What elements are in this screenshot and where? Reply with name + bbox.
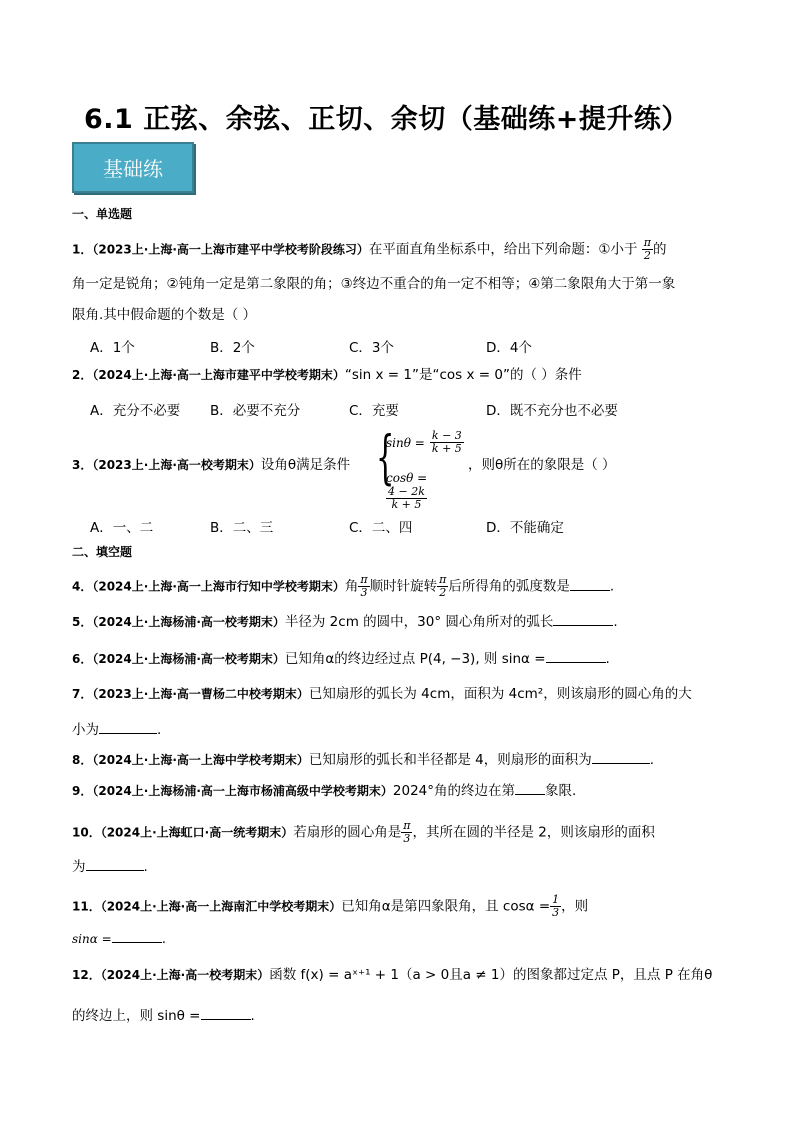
- option-b: B．必要不充分: [210, 403, 301, 419]
- fraction-denominator: 3: [552, 906, 560, 920]
- question-source: （2024上·上海杨浦·高一校考期末）: [92, 615, 285, 629]
- option-c: C．3个: [349, 340, 395, 356]
- question-source: （2023上·上海·高一校考期末）: [92, 458, 261, 472]
- question-text: 为: [72, 859, 86, 875]
- question-text: 顺时针旋转: [369, 578, 438, 595]
- fraction: [358, 574, 369, 599]
- question-end: .: [649, 752, 655, 768]
- question-end: .: [250, 1008, 255, 1024]
- fraction: [401, 820, 412, 845]
- section-heading-single-choice: 一、单选题: [72, 207, 133, 221]
- answer-blank[interactable]: [86, 858, 144, 871]
- question-end: .: [605, 651, 610, 667]
- question-number: 8．: [72, 753, 93, 767]
- fraction-numerator: π: [439, 573, 447, 586]
- option-a: A．充分不必要: [90, 403, 181, 419]
- equation-lhs: cosθ =: [386, 471, 428, 485]
- question-source: （2024上·上海杨浦·高一上海市杨浦高级中学校考期末）: [92, 784, 393, 798]
- question-text: 设角θ满足条件: [260, 457, 351, 473]
- brace-symbol: {: [376, 423, 395, 491]
- question-2: [72, 369, 582, 383]
- question-12: [72, 969, 712, 983]
- question-text: ，则: [561, 898, 589, 915]
- fraction-denominator: 3: [360, 586, 368, 600]
- question-text: 已知角α的终边经过点 P(4, −3), 则 sinα =: [284, 651, 546, 667]
- question-text: 已知角α是第四象限角，且 cosα =: [341, 898, 551, 915]
- question-end: .: [157, 722, 162, 738]
- fraction: [430, 430, 464, 455]
- question-end: .: [143, 859, 148, 875]
- question-text: 已知扇形的弧长和半径都是 4，则扇形的面积为: [308, 752, 592, 768]
- question-text: 后所得角的弧度数是: [448, 578, 570, 595]
- question-10: [72, 820, 655, 845]
- fraction: [437, 574, 448, 599]
- question-7-line-2: [72, 718, 161, 738]
- question-6: [72, 650, 610, 667]
- answer-blank[interactable]: [99, 721, 157, 734]
- fraction: [550, 894, 561, 919]
- question-text: 角: [344, 578, 359, 595]
- question-source: （2024上·上海·高一上海市行知中学校考期末）: [92, 579, 345, 594]
- question-end: .: [161, 931, 166, 947]
- fraction-numerator: k − 3: [431, 429, 462, 442]
- answer-blank[interactable]: [553, 613, 613, 626]
- equation-lhs: sinθ =: [386, 436, 425, 451]
- fraction-numerator: 1: [552, 893, 560, 906]
- question-1-line-3: 限角.其中假命题的个数是（ ）: [72, 307, 257, 323]
- option-a: A．1个: [90, 340, 135, 356]
- question-1: [72, 237, 667, 262]
- question-text: sinα =: [72, 932, 112, 946]
- fraction-numerator: π: [360, 573, 368, 586]
- question-number: 9．: [72, 784, 93, 798]
- equation-sin: [386, 430, 464, 455]
- question-source: （2024上·上海·高一校考期末）: [100, 968, 270, 982]
- equation-cos: [386, 467, 466, 511]
- question-number: 1．: [72, 242, 93, 257]
- section-badge: 基础练: [72, 142, 194, 193]
- question-number: 4．: [72, 579, 93, 594]
- option-d: D．4个: [486, 340, 532, 356]
- question-text: 半径为 2cm 的圆中，30° 圆心角所对的弧长: [284, 614, 554, 630]
- section-heading-fill-blank: 二、填空题: [72, 545, 133, 559]
- question-text: “sin x = 1”是“cos x = 0”的（ ）条件: [344, 367, 582, 383]
- fraction-denominator: k + 5: [431, 442, 462, 456]
- answer-blank[interactable]: [201, 1007, 251, 1020]
- question-text: 在平面直角坐标系中，给出下列命题：①小于: [368, 241, 638, 258]
- answer-blank[interactable]: [546, 650, 606, 663]
- page-title: 6.1 正弦、余弦、正切、余切（基础练+提升练）: [84, 104, 689, 135]
- question-7: [72, 688, 692, 702]
- question-text: ，其所在圆的半径是 2，则该扇形的面积: [412, 824, 655, 841]
- option-c: C．二、四: [349, 520, 413, 536]
- option-d: D．不能确定: [486, 520, 564, 536]
- question-10-line-2: [72, 855, 148, 875]
- question-number: 12．: [72, 968, 101, 982]
- question-source: （2024上·上海·高一上海市建平中学校考期末）: [92, 368, 345, 382]
- question-text: 小为: [72, 722, 99, 738]
- question-number: 5．: [72, 615, 93, 629]
- question-source: （2023上·上海·高一上海市建平中学校考阶段练习）: [92, 242, 369, 257]
- question-4: [72, 574, 614, 599]
- option-b: B．二、三: [210, 520, 274, 536]
- question-number: 3．: [72, 458, 93, 472]
- fraction-denominator: 2: [439, 586, 447, 600]
- question-3-tail: ，则θ所在的象限是（ ）: [468, 457, 616, 473]
- question-number: 2．: [72, 368, 93, 382]
- question-3: [72, 459, 350, 473]
- question-text: 的: [653, 241, 667, 258]
- question-8: [72, 751, 654, 768]
- question-source: （2024上·上海·高一上海南汇中学校考期末）: [100, 899, 342, 914]
- question-text: 已知扇形的弧长为 4cm，面积为 4cm²，则该扇形的圆心角的大: [308, 686, 692, 702]
- question-text: 2024°角的终边在第: [392, 783, 515, 799]
- question-1-line-2: 角一定是锐角；②钝角一定是第二象限的角；③终边不重合的角一定不相等；④第二象限角大于第一象: [72, 276, 676, 292]
- answer-blank[interactable]: [570, 578, 610, 591]
- fraction-numerator: 4 − 2k: [388, 485, 425, 498]
- question-source: （2023上·上海·高一曹杨二中校考期末）: [92, 687, 309, 701]
- question-number: 6．: [72, 652, 93, 666]
- option-c: C．充要: [349, 403, 399, 419]
- fraction-denominator: k + 5: [391, 498, 422, 512]
- option-d: D．既不充分也不必要: [486, 403, 618, 419]
- question-number: 10．: [72, 825, 101, 840]
- fraction: [642, 237, 653, 262]
- option-a: A．一、二: [90, 520, 154, 536]
- question-5: [72, 613, 618, 630]
- question-end: .: [613, 614, 618, 630]
- question-text: 象限.: [545, 783, 577, 799]
- question-9: [72, 782, 576, 799]
- fraction: [386, 486, 427, 511]
- equation-system: [376, 423, 466, 512]
- fraction-numerator: π: [643, 236, 652, 249]
- question-source: （2024上·上海·高一上海中学校考期末）: [92, 753, 309, 767]
- question-12-line-2: [72, 1004, 255, 1024]
- question-text: 函数 f(x) = aˣ⁺¹ + 1（a > 0且a ≠ 1）的图象都过定点 P，且点 P 在角θ: [269, 967, 713, 983]
- question-source: （2024上·上海杨浦·高一校考期末）: [92, 652, 285, 666]
- question-end: .: [609, 578, 615, 595]
- answer-blank[interactable]: [515, 782, 545, 795]
- question-text: 若扇形的圆心角是: [293, 824, 402, 841]
- fraction-denominator: 3: [403, 832, 411, 846]
- question-number: 7．: [72, 687, 93, 701]
- question-number: 11．: [72, 899, 101, 914]
- option-b: B．2个: [210, 340, 255, 356]
- question-11-line-2: [72, 930, 166, 947]
- fraction-numerator: π: [403, 819, 411, 832]
- question-text: 的终边上，则 sinθ =: [72, 1008, 201, 1024]
- question-11: [72, 894, 588, 919]
- fraction-denominator: 2: [643, 249, 651, 263]
- answer-blank[interactable]: [592, 751, 650, 764]
- question-source: （2024上·上海虹口·高一统考期末）: [100, 825, 294, 840]
- answer-blank[interactable]: [112, 930, 162, 943]
